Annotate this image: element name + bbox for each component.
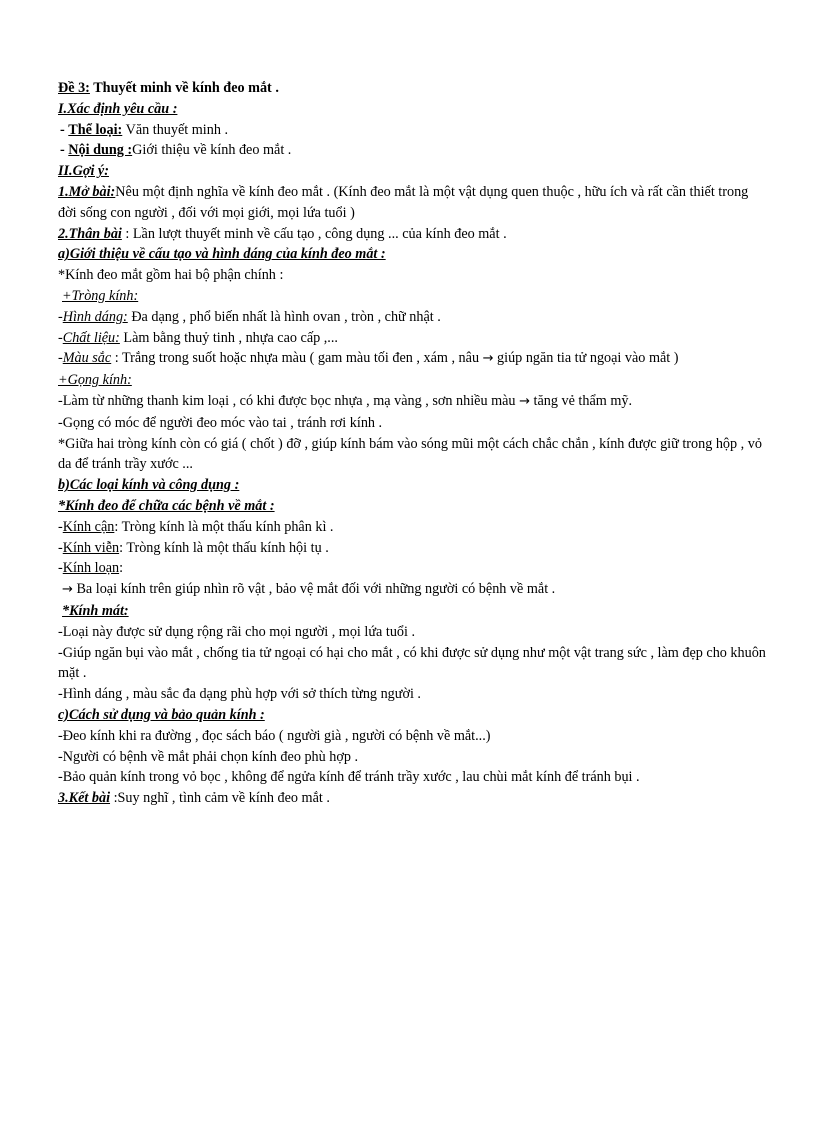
thanbai-line (58, 224, 770, 245)
c-line-2: -Người có bệnh về mắt phải chọn kính đeo phù hợp . (58, 748, 359, 765)
arrow-right-icon: → (519, 393, 530, 409)
hinhdang-label: Hình dáng: (62, 308, 128, 325)
kinh-can-line: -Kính cận: Tròng kính là một thấu kính phân kì . (58, 518, 334, 535)
mobai-label: 1.Mở bài: (58, 183, 116, 200)
title-text: Thuyết minh về kính đeo mắt . (89, 80, 279, 96)
hinhdang-line: -Hình dáng: Đa dạng , phổ biến nhất là hình ovan , tròn , chữ nhật . (58, 308, 441, 325)
noidung-line: - Nội dung :Giới thiệu về kính đeo mắt . (60, 142, 292, 159)
mausac-text: : Trắng trong suốt hoặc nhựa màu ( gam màu tối đen , xám , nâu (111, 350, 483, 367)
chatlieu-label: Chất liệu: (62, 329, 120, 346)
mausac-label: Màu sắc (62, 350, 112, 367)
ketbai-line (58, 788, 770, 809)
mausac-text-2: giúp ngăn tia tử ngoại vào mắt ) (493, 350, 679, 367)
arrow-right-icon: → (62, 582, 73, 598)
document-page (58, 78, 770, 809)
kinh-loan-line: -Kính loạn: (58, 560, 124, 577)
hinhdang-text: Đa dạng , phổ biến nhất là hình ovan , tròn , chữ nhật . (127, 308, 441, 325)
section-2-heading: II.Gợi ý: (58, 163, 109, 180)
theloai-label: Thể loại: (68, 121, 123, 138)
mausac-paragraph: -Màu sắc : Trắng trong suốt hoặc nhựa màu ( gam màu tối đen , xám , nâu → giúp ngăn tia tử ngoại vào mắt ) (58, 350, 679, 367)
chatlieu-text: Làm bằng thuỷ tinh , nhựa cao cấp ,... (119, 329, 338, 346)
arrow-right-icon: → (482, 351, 494, 367)
ketbai-label: 3.Kết bài (58, 790, 111, 807)
section-a-heading: a)Giới thiệu về cấu tạo và hình dáng của kính đeo mắt : (58, 246, 386, 263)
thanbai-text: : Lần lượt thuyết minh về cấu tạo , công dụng ... của kính đeo mắt . (121, 225, 507, 242)
ketbai-text: :Suy nghĩ , tình cảm về kính đeo mắt . (110, 790, 330, 807)
thanbai-label: 2.Thân bài (58, 225, 122, 242)
gong-line-2: -Gọng có móc để người đeo móc vào tai , tránh rơi kính . (58, 414, 383, 431)
kinh-mat-line-2: -Giúp ngăn bụi vào mắt , chống tia tử ngoại có hại cho mắt , có khi được sử dụng như một vật trang sức , làm đẹp cho khuôn mặt . (58, 644, 766, 682)
gong-line-1: -Làm từ những thanh kim loại , có khi được bọc nhựa , mạ vàng , sơn nhiều màu → tăng vẻ thẩm mỹ. (58, 392, 633, 409)
kinh-vien-label: Kính viễn (62, 539, 120, 556)
kinh-can-label: Kính cận (62, 518, 115, 535)
noidung-label: Nội dung : (68, 142, 133, 159)
kinh-mat-heading: *Kính mát: (62, 602, 129, 619)
theloai-line: - Thể loại: Văn thuyết minh . (60, 121, 229, 138)
kinh-chua-benh-heading: *Kính đeo để chữa các bệnh về mắt : (58, 497, 275, 514)
section-c-heading: c)Cách sử dụng và bảo quản kính : (58, 706, 265, 723)
ketluan-line: → Ba loại kính trên giúp nhìn rõ vật , bảo vệ mắt đối với những người có bệnh về mắt . (62, 581, 556, 598)
noidung-text: Giới thiệu về kính đeo mắt . (132, 142, 292, 159)
trong-kinh-heading: +Tròng kính: (62, 287, 139, 304)
kinh-loan-label: Kính loạn (62, 560, 120, 577)
gia-paragraph: *Giữa hai tròng kính còn có giá ( chốt ) đỡ , giúp kính bám vào sóng mũi một cách chắc chắn , kính được giữ trong hộp , vỏ da để tránh trầy xước ... (58, 435, 762, 473)
a-intro: *Kính đeo mắt gồm hai bộ phận chính : (58, 267, 284, 284)
kinh-vien-line: -Kính viễn: Tròng kính là một thấu kính hội tụ . (58, 539, 329, 556)
section-b-heading: b)Các loại kính và công dụng : (58, 477, 240, 494)
kinh-mat-line-1: -Loại này được sử dụng rộng rãi cho mọi người , mọi lứa tuổi . (58, 623, 416, 640)
section-1-heading: I.Xác định yêu cầu : (58, 100, 178, 117)
chatlieu-line: -Chất liệu: Làm bằng thuỷ tinh , nhựa cao cấp ,... (58, 329, 338, 346)
c-line-1: -Đeo kính khi ra đường , đọc sách báo ( người già , người có bệnh về mắt...) (58, 727, 491, 744)
kinh-mat-line-3: -Hình dáng , màu sắc đa dạng phù hợp với sở thích từng người . (58, 686, 421, 703)
theloai-text: Văn thuyết minh . (122, 121, 229, 138)
title-label: Đề 3: (58, 80, 90, 96)
document-title (58, 78, 770, 99)
gong-kinh-heading: +Gọng kính: (58, 372, 132, 389)
mobai-paragraph (58, 182, 770, 224)
mobai-text: Nêu một định nghĩa về kính đeo mắt . (Kính đeo mắt là một vật dụng quen thuộc , hữu ích và rất cần thiết trong đời sống con người , đối với mọi giới, mọi lứa tuổi ) (58, 183, 749, 221)
c-line-3: -Bảo quản kính trong vỏ bọc , không để ngửa kính để tránh trầy xước , lau chùi mắt kính để tránh bụi . (58, 769, 640, 786)
